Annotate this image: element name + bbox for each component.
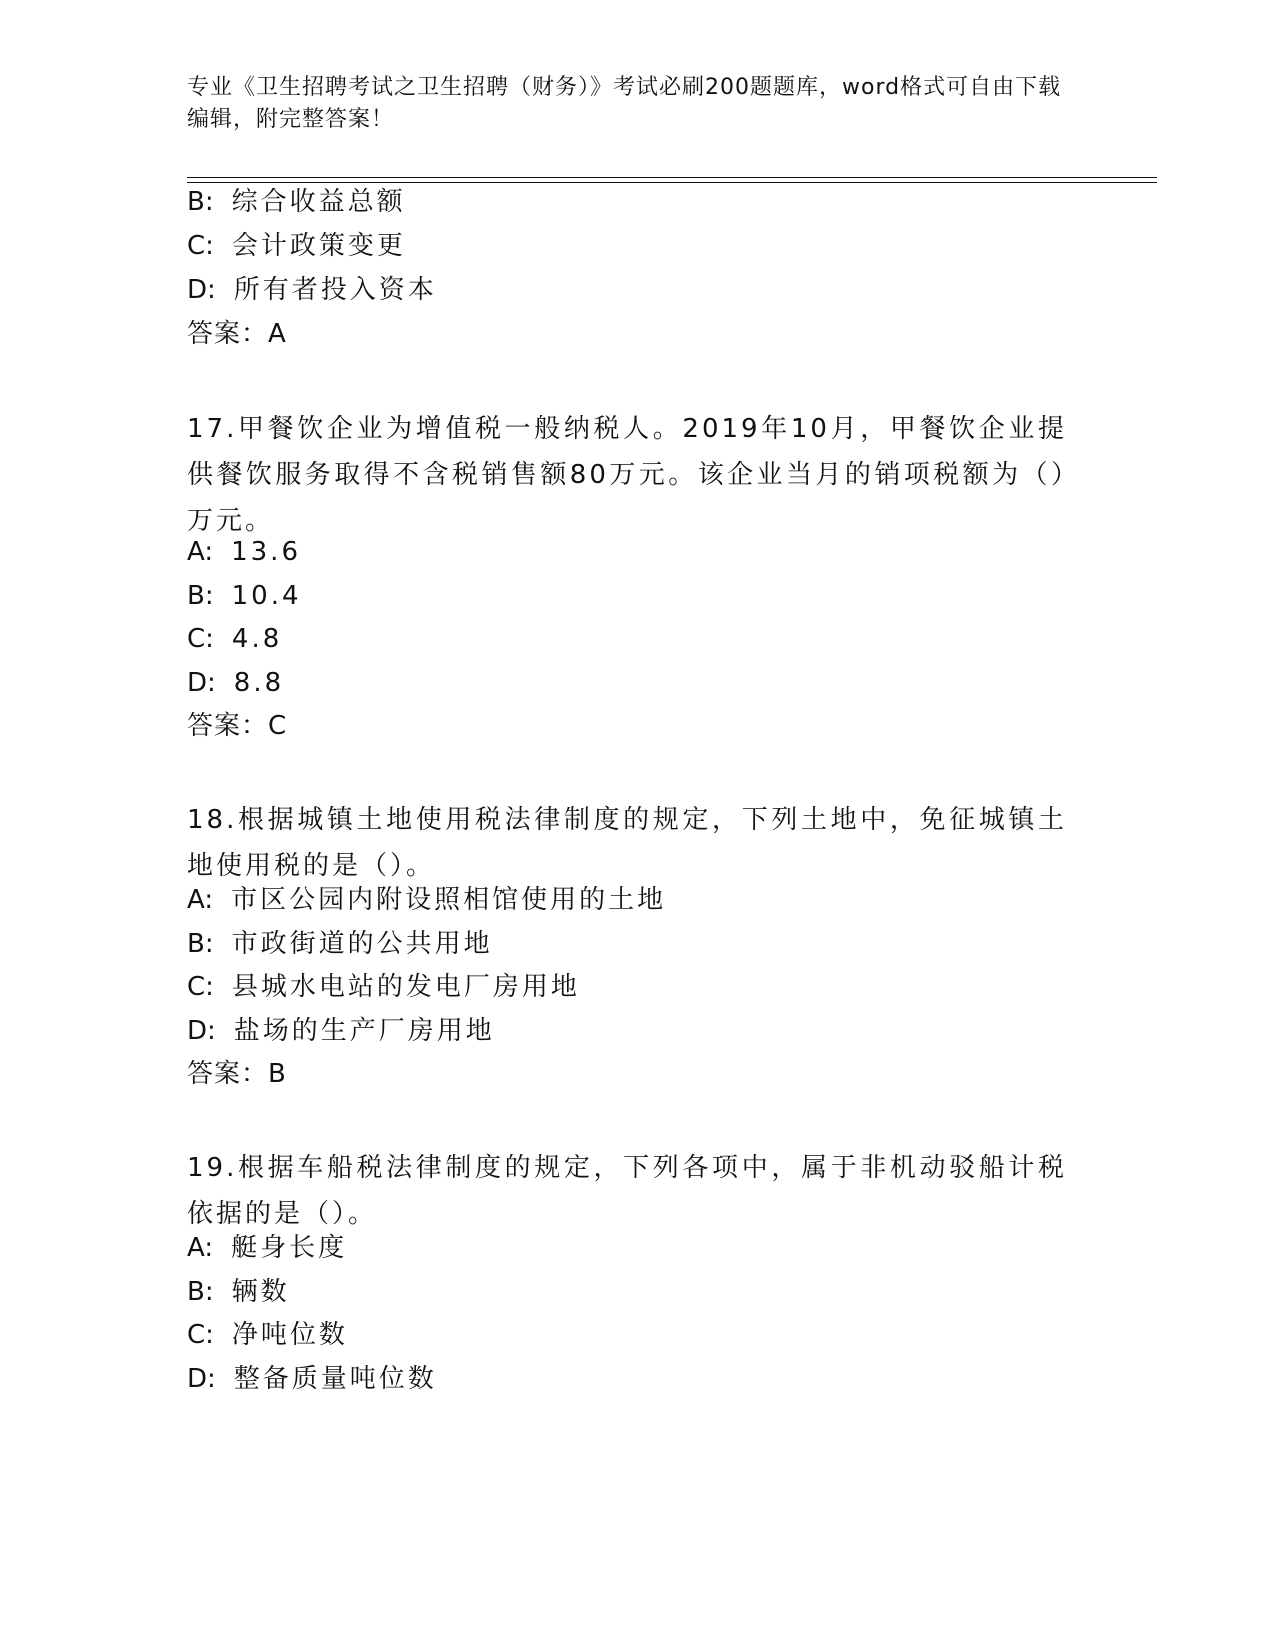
question-16-option-d [187,274,437,306]
question-17-option-a [187,536,301,568]
question-18-option-d [187,1015,495,1047]
option-key: D: [187,668,216,698]
option-text: 会计政策变更 [231,231,406,261]
header-divider-top [187,177,1157,178]
option-text: 市区公园内附设照相馆使用的土地 [231,885,667,915]
option-text: 综合收益总额 [231,187,406,217]
option-text: 县城水电站的发电厂房用地 [231,972,580,1002]
option-text: 4.8 [231,624,283,654]
option-text: 10.4 [231,581,302,611]
question-18-option-a [187,884,666,916]
question-18-option-b [187,928,493,960]
question-18-stem: 18.根据城镇土地使用税法律制度的规定，下列土地中，免征城镇土地使用税的是（）。 [187,805,1067,881]
question-17-option-b [187,580,302,612]
question-16-option-b [187,186,406,218]
option-key: A: [187,537,214,567]
question-17-option-c [187,623,282,655]
option-text: 辆数 [231,1277,290,1307]
option-key: C: [187,972,214,1002]
option-text: 整备质量吨位数 [233,1364,437,1394]
question-19-option-a [187,1232,347,1264]
document-header: 专业《卫生招聘考试之卫生招聘（财务）》考试必刷200题题库，word格式可自由下载编辑，附完整答案！ [187,75,1062,132]
question-18-answer: 答案：B [187,1059,287,1089]
question-17-stem: 17.甲餐饮企业为增值税一般纳税人。2019年10月，甲餐饮企业提供餐饮服务取得不含税销售额80万元。该企业当月的销项税额为（）万元。 [187,414,1067,536]
option-key: D: [187,1364,216,1394]
option-text: 盐场的生产厂房用地 [233,1016,495,1046]
option-text: 净吨位数 [231,1320,348,1350]
option-key: C: [187,231,214,261]
option-text: 艇身长度 [231,1233,348,1263]
question-17-answer: 答案：C [187,711,288,741]
header-divider-bottom [187,182,1157,183]
question-16-answer: 答案：A [187,319,287,349]
question-18-option-c [187,971,580,1003]
option-key: B: [187,581,214,611]
option-key: D: [187,275,216,305]
question-19-stem: 19.根据车船税法律制度的规定，下列各项中，属于非机动驳船计税依据的是（）。 [187,1153,1067,1229]
option-key: B: [187,1277,214,1307]
question-19-option-b [187,1276,290,1308]
option-key: D: [187,1016,216,1046]
option-text: 13.6 [231,537,301,567]
option-key: A: [187,1233,214,1263]
option-text: 8.8 [233,668,285,698]
option-text: 市政街道的公共用地 [231,929,493,959]
option-key: A: [187,885,214,915]
option-key: C: [187,624,214,654]
option-key: B: [187,187,214,217]
question-17-option-d [187,667,284,699]
question-16-option-c [187,230,406,262]
option-key: B: [187,929,214,959]
question-19-option-c [187,1319,348,1351]
question-19-option-d [187,1363,437,1395]
option-text: 所有者投入资本 [233,275,437,305]
option-key: C: [187,1320,214,1350]
